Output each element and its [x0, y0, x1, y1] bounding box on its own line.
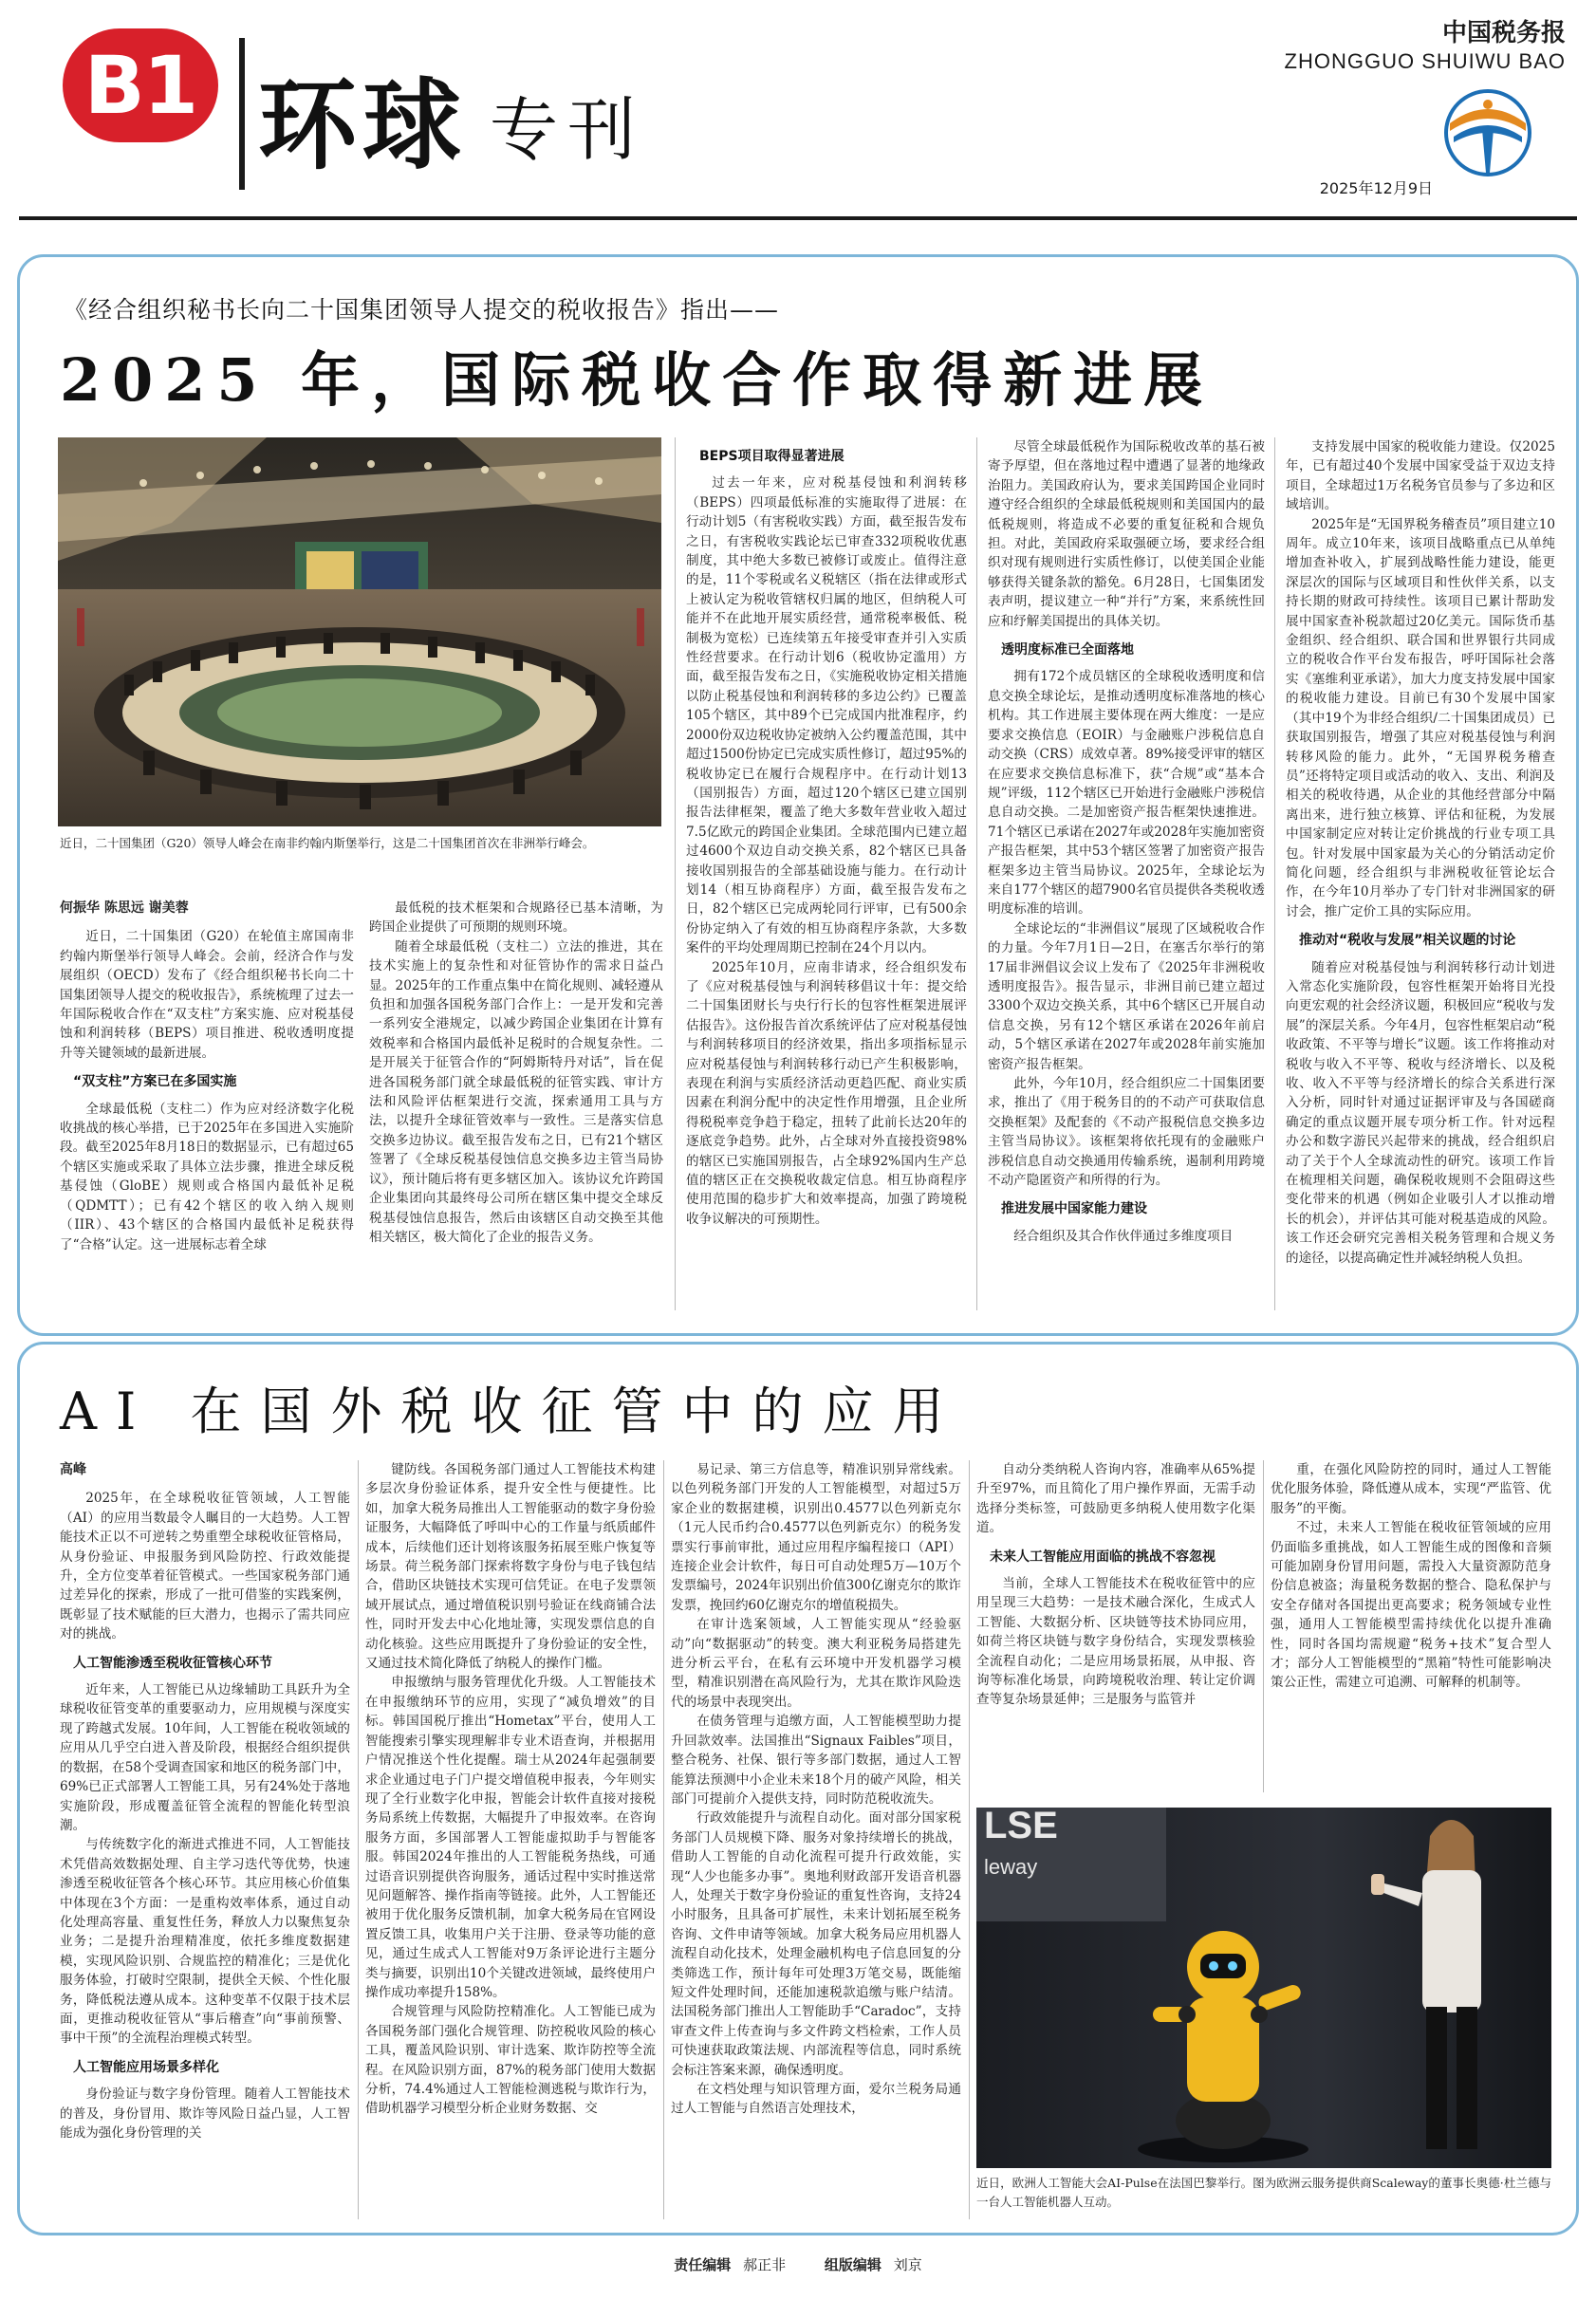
article2-paragraph: 合规管理与风险防控精准化。人工智能已成为各国税务部门强化合规管理、防控税收风险的核心工具，覆盖风险识别、审计选案、欺诈防控等全流程。在风险识别方面，87%的税务部门使用大数据分析，74.4%通过人工智能检测逃税与欺诈行为，借助机器学习模型分析企业财务数据、交 [365, 2004, 656, 2117]
layout-editor [825, 2256, 922, 2273]
page-footer [0, 2254, 1596, 2274]
article2-paragraph: 在文档处理与知识管理方面，爱尔兰税务局通过人工智能与自然语言处理技术， [671, 2082, 961, 2117]
ai-pulse-photo-caption: 近日，欧洲人工智能大会AI-Pulse在法国巴黎举行。图为欧洲云服务提供商Scaleway的董事长奥德·杜兰德与一台人工智能机器人互动。 [976, 2176, 1551, 2209]
ai-pulse-robot-photo [976, 1808, 1551, 2168]
article2-paragraph: 易记录、第三方信息等，精准识别异常线索。以色列税务部门开发的人工智能模型，对超过5万家企业的数据建模，识别出0.4577以色列新克尔（1元人民币约合0.4577以色列新克尔）的税务发票实行事前审批，通过应用程序编程接口（API）连接企业会计软件，每日可自动处理5万—10万个发票编号，2024年识别出价值300亿谢克尔的欺诈发票，挽回约60亿谢克尔的增值税损失。 [671, 1462, 961, 1613]
column-separator [663, 1460, 664, 2219]
column-separator [358, 1460, 359, 2219]
section-title [258, 59, 645, 182]
article1-paragraph: 全球论坛的“非洲倡议”展现了区域税收合作的力量。今年7月1日—2日，在塞舌尔举行的第17届非洲倡议会议上发布了《2025年非洲税收透明度报告》。报告显示，非洲目前已建立超过3300个双边交换关系，其中6个辖区已开展自动信息交换，另有12个辖区承诺在2026年前启动，5个辖区承诺在2027年或2028年前实施加密资产报告框架。 [988, 920, 1265, 1072]
article1-subheading: 透明度标准已全面落地 [1001, 642, 1134, 658]
article1-paragraph: 随着全球最低税（支柱二）立法的推进，其在技术实施上的复杂性和对征管协作的需求日益凸显。2025年的工作重点集中在简化规则、减轻遵从负担和加强各国税务部门合作上：一是开发和完善一系列安全港规定，以减少跨国企业集团在计算有效税率和合格国内最低补足税时的合规复杂性。二是开展关于征管合作的“阿姆斯特丹对话”，旨在促进各国税务部门就全球最低税的征管实践、审计方法和风险评估框架进行交流，探索通用工具与方法，以提升全球征管效率与一致性。三是落实信息交换多边协议。截至报告发布之日，已有21个辖区签署了《全球反税基侵蚀信息交换多边主管当局协议》，预计随后将有更多辖区加入。该协议允许跨国企业集团向其最终母公司所在辖区集中提交全球反税基侵蚀信息报告，然后由该辖区自动交换至其他相关辖区，极大简化了企业的报告义务。 [369, 938, 663, 1245]
masthead-rule [19, 216, 1577, 220]
article2-paragraph: 申报缴纳与服务管理优化升级。人工智能技术在申报缴纳环节的应用，实现了“减负增效”的目标。韩国国税厅推出“Hometax”平台，使用人工智能搜索引擎实现理解非专业术语查询，并根据用户情况推送个性化提醒。瑞士从2024年起强制要求企业通过电子门户提交增值税申报表，今年则实现了全行业数字化申报，智能会计软件直接对接税务局系统上传数据，大幅提升了申报效率。在咨询服务方面，多国部署人工智能虚拟助手与智能客服。韩国2024年推出的人工智能税务热线，可通过语音识别提供咨询服务，通话过程中实时推送常见问题解答、操作指南等链接。此外，人工智能还被用于优化服务反馈机制，加拿大税务局在官网设置反馈工具，收集用户关于注册、登录等功能的意见，通过生成式人工智能对9万条评论进行主题分类与摘要，识别出10个关键改进领域，最终使用户操作成功率提升158%。 [365, 1675, 656, 2000]
article2-paragraph: 不过，未来人工智能在税收征管领域的应用仍面临多重挑战，如人工智能生成的图像和音频可能加剧身份冒用问题，需投入大量资源防范身份信息被盗；海量税务数据的整合、隐私保护与安全存储对各国提出更高要求；税务领域专业性强，通用人工智能模型需持续优化以提升准确性，同时各国均需规避“税务+技术”复合型人才；部分人工智能模型的“黑箱”特性可能影响决策公正性，需建立可追溯、可解释的机制等。 [1271, 1520, 1551, 1691]
masthead [0, 0, 1596, 247]
article1-subheading: BEPS项目取得显著进展 [699, 449, 844, 464]
article2-paragraph: 2025年，在全球税收征管领域，人工智能（AI）的应用当数最令人瞩目的一大趋势。人工智能技术正以不可逆转之势重塑全球税收征管格局，从身份验证、申报服务到风险防控、行政效能提升，全方位变革着征管模式。一些国家税务部门通过差异化的探索，形成了一批可借鉴的实践案例，既彰显了技术赋能的巨大潜力，也揭示了需共同应对的挑战。 [60, 1491, 350, 1642]
article2-column-3 [671, 1460, 961, 2219]
newspaper-logo-icon [1431, 85, 1545, 180]
layout-editor-label: 组版编辑 [824, 2256, 882, 2273]
article1-paragraph: 尽管全球最低税作为国际税收改革的基石被寄予厚望，但在落地过程中遭遇了显著的地缘政治阻力。美国政府认为，要求美国跨国企业同时遵守经合组织的全球最低税规则和美国国内的最低税规则，将造成不必要的重复征税和合规负担。对此，美国政府采取强硬立场，要求经合组织对现有规则进行实质性修订，以使美国企业能够获得关键条款的豁免。6月28日，七国集团发表声明，提议建立一种“并行”方案，来系统性回应和纾解美国提出的具体关切。 [988, 439, 1265, 629]
article-panel-tax-cooperation [17, 254, 1579, 1336]
article2-subheading: 人工智能应用场景多样化 [73, 2059, 219, 2075]
masthead-divider [239, 38, 245, 190]
layout-editor-name: 刘京 [893, 2256, 922, 2273]
column-separator [969, 1460, 970, 2219]
svg-text:LSE: LSE [984, 1808, 1058, 1846]
g20-photo-caption: 近日，二十国集团（G20）领导人峰会在南非约翰内斯堡举行，这是二十国集团首次在非洲举行峰会。 [60, 836, 595, 850]
article2-author: 高峰 [60, 1462, 86, 1477]
responsible-editor-label: 责任编辑 [674, 2256, 732, 2273]
newspaper-name-cn: 中国税务报 [1441, 19, 1566, 47]
article1-paragraph: 随着应对税基侵蚀与利润转移行动计划进入常态化实施阶段，包容性框架开始将目光投向更宏观的社会经济议题，积极回应“税收与发展”的深层关系。今年4月，包容性框架启动“税收政策、不平等与增长”议题。该工作将推动对税收与收入不平等、税收与经济增长、以及税收、收入不平等与经济增长的综合关系进行深入分析，同时针对通过证据评审及与各国磋商确定的重点议题开展专项分析工作。针对远程办公和数字游民兴起带来的挑战，经合组织启动了关于个人全球流动性的研究。该项工作旨在梳理相关问题，确保税收规则不会阻碍这些变化带来的机遇（例如企业吸引人才以推动增长的机会），并评估其可能对税基造成的风险。该工作还会研究完善相关税务管理和合规义务的途径，以提高确定性并减轻纳税人负担。 [1286, 959, 1555, 1266]
article1-paragraph: 过去一年来，应对税基侵蚀和利润转移（BEPS）四项最低标准的实施取得了进展：在行动计划5（有害税收实践）方面，截至报告发布之日，有害税收实践论坛已审查332项税收优惠制度，其中绝大多数已被修订或废止。值得注意的是，11个零税或名义税辖区（指在法律或形式上被认定为税收管辖权归属的地区，但纳税人可能并不在此地开展实质经营，通常税率极低、税制极为宽松）已连续第五年接受审查并引入实质性经营要求。在行动计划6（税收协定滥用）方面，截至报告发布之日，《实施税收协定相关措施以防止税基侵蚀和利润转移的多边公约》已覆盖105个辖区，其中89个已完成国内批准程序，约2000份双边税收协定被纳入公约覆盖范围，其中超过1500份协定已完成实质性修订，超过95%的税收协定已在履行合规程序中。在行动计划13（国别报告）方面，超过120个辖区已建立国别报告法律框架，覆盖了绝大多数年营业收入超过7.5亿欧元的跨国企业集团。全球范围内已建立超过4600个双边自动交换关系，82个辖区已具备接收国别报告的全部基础设施与能力。在行动计划14（相互协商程序）方面，截至报告发布之日，82个辖区已完成两轮同行评审，已有500余份协定纳入了有效的相互协商程序条款，大多数案件的平均处理周期已控制在24个月以内。 [686, 475, 967, 956]
article1-column-1 [60, 899, 354, 1316]
column-separator [976, 437, 977, 1310]
svg-text:leway: leway [984, 1855, 1038, 1879]
article2-paragraph: 身份验证与数字身份管理。随着人工智能技术的普及，身份冒用、欺诈等风险日益凸显，人工智能成为强化身份管理的关 [60, 2087, 350, 2141]
article1-column-4 [988, 437, 1265, 1316]
article1-headline: 2025 年，国际税收合作取得新进展 [60, 345, 1215, 415]
article1-paragraph: 支持发展中国家的税收能力建设。仅2025年，已有超过40个发展中国家受益于双边支持项目，全球超过1万名税务官员参与了多边和区域培训。 [1286, 439, 1555, 513]
article1-column-3 [686, 437, 967, 1316]
article2-column-2 [365, 1460, 656, 2219]
section-title-light: 专刊 [490, 90, 646, 170]
article1-paragraph: 此外，今年10月，经合组织应二十国集团要求，推出了《用于税务目的的不动产可获取信息交换框架》及配套的《不动产报税信息交换多边主管当局协议》。该框架将依托现有的金融账户涉税信息自动交换通用传输系统，遏制利用跨境不动产隐匿资产和所得的行为。 [988, 1076, 1265, 1189]
article1-subheading: 推动对“税收与发展”相关议题的讨论 [1299, 933, 1516, 949]
article2-paragraph: 近年来，人工智能已从边缘辅助工具跃升为全球税收征管变革的重要驱动力，应用规模与深度实现了跨越式发展。10年间，人工智能在税收领域的应用从几乎空白进入普及阶段，根据经合组织提供的数据，在58个受调查国家和地区的税务部门中，69%已正式部署人工智能工具，另有24%处于落地实施阶段，形成覆盖征管全流程的智能化转型浪潮。 [60, 1682, 350, 1833]
page-number-badge: B1 [63, 28, 218, 142]
section-title-bold: 环球 [258, 67, 468, 183]
article2-paragraph: 键防线。各国税务部门通过人工智能技术构建多层次身份验证体系，提升安全性与便捷性。比如，加拿大税务局推出人工智能驱动的数字身份验证服务，大幅降低了呼叫中心的工作量与纸质邮件成本，后续他们还计划将该服务拓展至账户恢复等场景。荷兰税务部门探索将数字身份与电子钱包结合，借助区块链技术实现可信凭证。在电子发票领域开展试点，通过增值税识别号验证在线商铺合法性，同时开发去中心化地址簿，实现发票信息的自动化核验。这些应用既提升了身份验证的安全性，又通过技术简化降低了纳税人的操作门槛。 [365, 1462, 656, 1672]
article2-column-5 [1271, 1460, 1551, 1800]
column-separator [1274, 437, 1275, 1310]
article1-column-5 [1286, 437, 1555, 1316]
g20-summit-photo [58, 437, 661, 826]
article2-headline: AI 在国外税收征管中的应用 [60, 1382, 963, 1441]
article-panel-ai-tax-administration [17, 1342, 1579, 2235]
newspaper-name-en: ZHONGGUO SHUIWU BAO [1284, 49, 1566, 73]
article1-paragraph: 2025年10月，应南非请求，经合组织发布了《应对税基侵蚀与利润转移倡议十年：提交给二十国集团财长与央行行长的包容性框架进展评估报告》。这份报告首次系统评估了应对税基侵蚀与利润转移项目的经济效果，指出多项指标显示应对税基侵蚀与利润转移行动已产生积极影响，表现在利润与实质经济活动更趋匹配、商业实质因素在利润分配中的决定性作用增强，且企业所得税税率竞争趋于稳定，扭转了此前长达20年的逐底竞争趋势。此外，占全球对外直接投资98%的辖区已实施国别报告，占全球92%国内生产总值的辖区正在交换税收裁定信息。相互协商程序使用范围的稳步扩大和效率提高，加强了跨境税收争议解决的可预期性。 [686, 959, 967, 1227]
article2-column-1 [60, 1460, 350, 2219]
responsible-editor-name: 郝正非 [743, 2256, 787, 2273]
article1-paragraph: 拥有172个成员辖区的全球税收透明度和信息交换全球论坛，是推动透明度标准落地的核心机构。其工作进展主要体现在两大维度：一是应要求交换信息（EOIR）与金融账户涉税信息自动交换（CRS）成效卓著。89%接受评审的辖区在应要求交换信息标准下，获“合规”或“基本合规”评级，112个辖区已开始进行金融账户涉税信息自动交换。二是加密资产报告框架快速推进。71个辖区已承诺在2027年或2028年实施加密资产报告框架，其中53个辖区签署了加密资产报告框架多边主管当局协议。2025年，全球论坛为来自177个辖区的超7900名官员提供各类税收透明度标准的培训。 [988, 669, 1265, 918]
article2-paragraph: 在债务管理与追缴方面，人工智能模型助力提升回款效率。法国推出“Signaux Faibles”项目，整合税务、社保、银行等多部门数据，通过人工智能算法预测中小企业未来18个月的破产风险，相关部门可提前介入提供支持，同时防范税收流失。 [671, 1714, 961, 1807]
article2-column-4 [976, 1460, 1255, 1800]
article1-column-2 [369, 899, 663, 1316]
responsible-editor [674, 2256, 790, 2273]
column-separator [1263, 1460, 1264, 1792]
article1-subheading: 推进发展中国家能力建设 [1001, 1201, 1147, 1217]
article1-paragraph: 近日，二十国集团（G20）在轮值主席国南非约翰内斯堡举行领导人峰会。会前，经济合作与发展组织（OECD）发布了《经合组织秘书长向二十国集团领导人提交的税收报告》，系统梳理了过去一年国际税收合作在“双支柱”方案实施、应对税基侵蚀和利润转移（BEPS）项目推进、税收透明度提升等关键领域的最新进展。 [60, 929, 354, 1061]
publication-date: 2025年12月9日 [1319, 179, 1433, 197]
column-separator [675, 437, 676, 1310]
article1-author: 何振华 陈思远 谢美蓉 [60, 900, 189, 916]
article1-subheading: “双支柱”方案已在多国实施 [73, 1074, 237, 1090]
article2-paragraph: 重，在强化风险防控的同时，通过人工智能优化服务体验，降低遵从成本，实现“严监管、优服务”的平衡。 [1271, 1462, 1551, 1516]
article1-paragraph: 2025年是“无国界税务稽查员”项目建立10周年。成立10年来，该项目战略重点已从单纯增加查补收入，扩展到战略性能力建设，能更深层次的国际与区域项目和性伙伴关系，以支持长期的财政可持续性。该项目已累计帮助发展中国家查补税款超过20亿美元。国际货币基金组织、经合组织、联合国和世界银行共同成立的税收合作平台发布报告，呼吁国际社会落实《塞维利亚承诺》，加大力度支持发展中国家的税收能力建设。目前已有30个发展中国家（其中19个为非经合组织/二十国集团成员）已获取国别报告，增强了其应对税基侵蚀与利润转移风险的能力。此外，“无国界税务稽查员”还将特定项目或活动的收入、支出、利润及相关的税收待遇，从企业的其他经营部分中隔离出来，进行独立核算、评估和征税，为发展中国家制定应对转让定价挑战的行业专项工具包。针对发展中国家最为关心的分销活动定价简化问题，经合组织与非洲税收征管论坛合作，在今年10月举办了专门针对非洲国家的研讨会，推广定价工具的实际应用。 [1286, 516, 1555, 919]
article1-kicker: 《经合组织秘书长向二十国集团领导人提交的税收报告》指出—— [64, 296, 780, 324]
article2-paragraph: 自动分类纳税人咨询内容，准确率从65%提升至97%，而且简化了用户操作界面，无需手动选择分类标签，可鼓励更多纳税人使用数字化渠道。 [976, 1462, 1255, 1536]
article2-subheading: 人工智能渗透至税收征管核心环节 [73, 1655, 272, 1671]
article1-paragraph: 经合组织及其合作伙伴通过多维度项目 [1013, 1228, 1234, 1244]
article1-paragraph: 最低税的技术框架和合规路径已基本清晰，为跨国企业提供了可预期的规则环境。 [369, 900, 663, 936]
article2-paragraph: 在审计选案领域，人工智能实现从“经验驱动”向“数据驱动”的转变。澳大利亚税务局搭建先进分析云平台，在私有云环境中开发机器学习模型，精准识别潜在高风险行为，尤其在欺诈风险迭代的场景中表现突出。 [671, 1617, 961, 1710]
article2-subheading: 未来人工智能应用面临的挑战不容忽视 [990, 1549, 1216, 1565]
article2-paragraph: 行政效能提升与流程自动化。面对部分国家税务部门人员规模下降、服务对象持续增长的挑战，借助人工智能的自动化流程可提升行政效能，实现“人少也能多办事”。奥地利财政部开发语音机器人，处理关于数字身份验证的重复性咨询，支持24小时服务，且具备可扩展性，未来计划拓展至税务咨询、文件申请等领域。加拿大税务局应用机器人流程自动化技术，处理金融机构电子信息回复的分类筛选工作，预计每年可处理3万笔交易，既能缩短文件处理时间，还能加速税款追缴与账户结清。法国税务部门推出人工智能助手“Caradoc”，支持审查文件上传查询与多文件跨文档检索，工作人员可快速获取政策法规、内部流程等信息，同时系统会标注答案来源，确保透明度。 [671, 1810, 961, 2078]
article2-paragraph: 当前，全球人工智能技术在税收征管中的应用呈现三大趋势：一是技术融合深化，生成式人工智能、大数据分析、区块链等技术协同应用，如荷兰将区块链与数字身份结合，实现发票核验全流程自动化；二是应用场景拓展，从申报、咨询等标准化场景，向跨境税收治理、转让定价调查等复杂场景延伸；三是服务与监管并 [976, 1576, 1255, 1708]
article1-paragraph: 全球最低税（支柱二）作为应对经济数字化税收挑战的核心举措，已于2025年在多国进入实施阶段。截至2025年8月18日的数据显示，已有超过65个辖区实施或采取了具体立法步骤，推进全球反税基侵蚀（GloBE）规则或合格国内最低补足税（QDMTT）；已有42个辖区的收入纳入规则（IIR）、43个辖区的合格国内最低补足税获得了“合格”认定。这一进展标志着全球 [60, 1101, 354, 1252]
article2-paragraph: 与传统数字化的渐进式推进不同，人工智能技术凭借高效数据处理、自主学习迭代等优势，快速渗透至税收征管各个核心环节。其应用核心价值集中体现在3个方面：一是重构效率体系，通过自动化处理高容量、重复性任务，释放人力以聚焦复杂业务；二是提升治理精准度，依托多维度数据建模，实现风险识别、合规监控的精准化；三是优化服务体验，打破时空限制，提供全天候、个性化服务，降低税法遵从成本。这种变革不仅限于技术层面，更推动税收征管从“事后稽查”向“事前预警、事中干预”的全流程治理模式转型。 [60, 1837, 350, 2047]
